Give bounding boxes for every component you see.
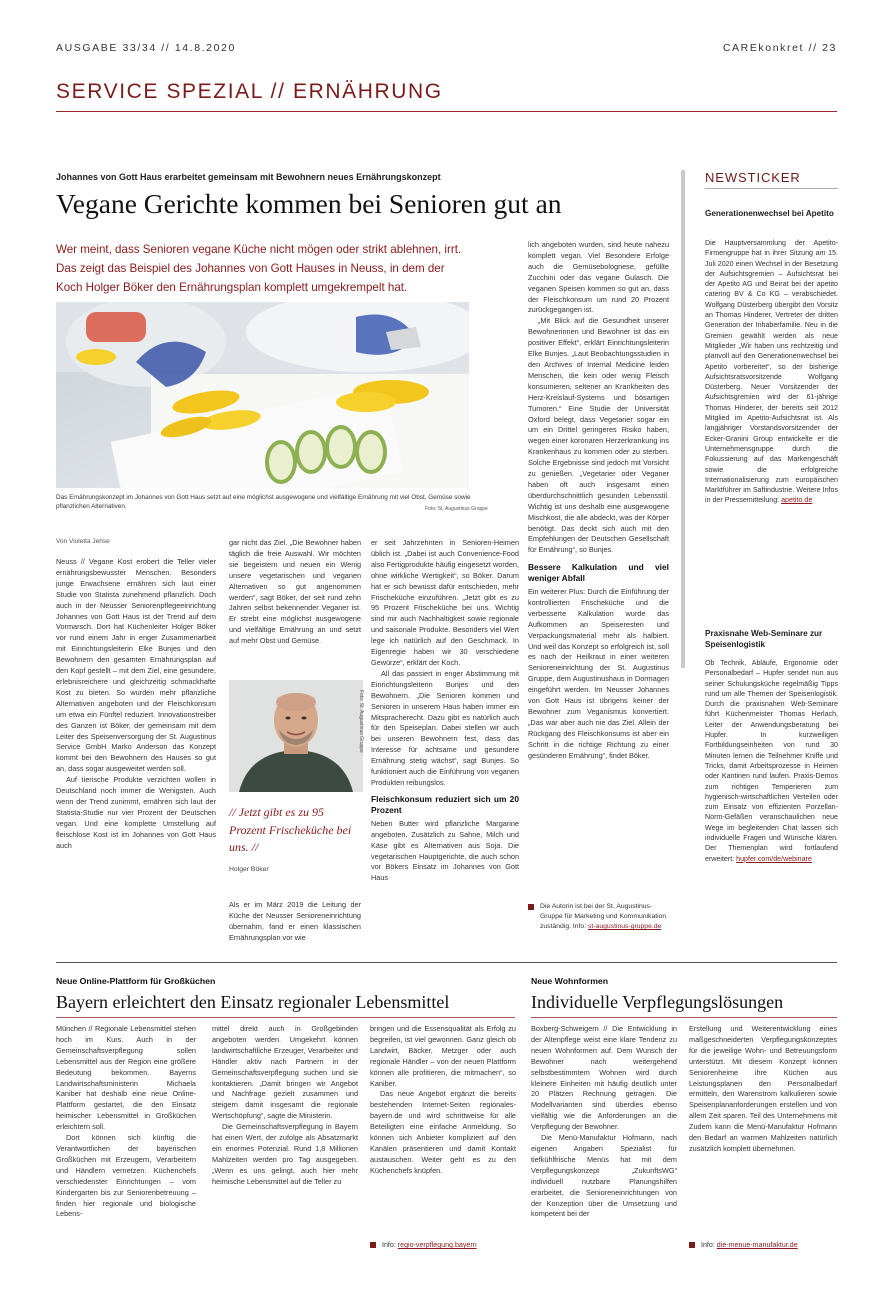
paragraph: mittel direkt auch in Großgebinden angeboten werden. Umgekehrt können landwirtschaftliche Erzeuger, Verarbeiter und Händler aktiv nach Partnern in der Gemeinschaftsverpflegung suchen und sie kontaktieren. „Damit bringen wir Angebot und Nachfrage gezielt zusammen und steigern damit insgesamt die regionale Wertschöpfung“, sagte die Ministerin.	[212, 1024, 358, 1121]
portrait-photo	[229, 680, 363, 792]
newsticker-link[interactable]: hupfer.com/de/webinare	[736, 854, 812, 863]
newsticker-item-heading: Generationenwechsel bei Apetito	[705, 209, 834, 218]
info-marker-icon	[528, 904, 534, 910]
paragraph: Neben Butter wird pflanzliche Margarine angeboten. Zusätzlich zu Sahne, Milch und Käse gibt es Alternativen aus Soja. Die vegetarischen Hauptgerichte, die auch schon vor Bökers Einsatz im Johannes von Gott Haus	[371, 818, 519, 883]
paragraph: „Mit Blick auf die Gesundheit unserer Bewohnerinnen und Bewohner ist das ein positiver Effekt“, erklärt Einrichtungsleiterin Elke Bunjes. „Laut Beobachtungsstudien in den Archives of Internal Medicine leiden Menschen, die kein oder wenig Fleisch konsumieren, seltener an Krankheiten des Herz-Kreislauf-Systems und bösartigen Tumoren.“ Eine Studie der Universität Oxford belegt, dass Vegetarier sogar ein um ein Drittel geringeres Risiko haben, wegen einer koronaren Herzerkrankung ins Krankenhaus zu kommen oder zu sterben. Solche Ergebnisse sind jedoch mit Vorsicht zu genießen. „Vegetarier oder Veganer haben oft auch insgesamt einen überdurchschnittlich gesunden Lebensstil. Wichtig ist uns deshalb eine ausgewogene Mischkost, die alle abdeckt, was der Körper benötigt. Das deckt sich auch mit den Empfehlungen der Deutschen Gesellschaft für Ernährung“, so Bunjes.	[528, 316, 669, 555]
article2-headline: Bayern erleichtert den Einsatz regionaler Lebensmittel	[56, 992, 450, 1012]
paragraph: Boxberg-Schweigern // Die Entwicklung in der Altenpflege weist eine klare Tendenz zu neuen Wohnformen auf. Dem Wunsch der Bewohner nach weitergehend selbstbestimmtem Wohnen wird durch kleinere Einheiten mit häufig deutlich unter 20 Plätzen Rechnung getragen. Die Modellvarianten sind überdies ebenso vielfältig wie die Anforderungen an die Verpflegung der Bewohner.	[531, 1024, 677, 1132]
subheading: Bessere Kalkulation und viel weniger Abfall	[528, 562, 669, 583]
article-byline: Von Violetta Jehse	[56, 538, 110, 545]
newsticker-item-text: Ob Technik, Abläufe, Ergonomie oder Personalbedarf – Hupfer sendet nun aus seiner Schulungsküche regelmäßig Tipps rund um alle Themen der Speisenlogistik. Durch die praxisnahen Web-Seminare führt Küchenmeister Thomas Herlach, Leiter der Anwendungsberatung bei Hupfer. In kurzweiligen Fortbildungseinheiten von rund 30 Minuten lernen die Teilnehmer Kniffe und Tricks, damit Arbeitsprozesse in Heimen oder Kantinen rund laufen. Praxis-Demos zum richtigen Temperieren zum hygienisch-wirtschaftlichen Verteilen oder zum Einsatz von effizienten Porzellan-Norm-Gefäßen veranschaulichen neue Wege im begleitenden Chat lassen sich individuelle Fragen und Wünsche klären. Der Themenplan wird fortlaufend erweitert: hupfer.com/de/webinare	[705, 659, 838, 863]
article3-column-2	[689, 1024, 837, 1224]
newsticker-item-heading: Praxisnahe Web-Seminare zur Speisenlogistik	[705, 629, 823, 649]
info-marker-icon	[370, 1242, 376, 1248]
article3-column-1	[531, 1024, 677, 1274]
article2-info-link[interactable]: regio-verpflegung.bayern	[397, 1241, 477, 1249]
article-lead: Wer meint, dass Senioren vegane Küche nicht mögen oder strikt ablehnen, irrt. Das zeigt das Beispiel des Johannes von Gott Hauses in Neuss, in dem der Koch Holger Böker den Ernährungsplan komplett umgekrempelt hat.	[56, 243, 462, 294]
article-column-2-top	[229, 538, 361, 674]
paragraph: Dort können sich künftig die Verantwortlichen der bayerischen Großküchen mit Erzeugern, Verarbeitern und Händlern vernetzen. Küchenchefs verschiedenster Einrichtungen – vom Kindergarten bis zur Seniorenbetreuung – finden hier regionale und biologische Lebens-	[56, 1133, 196, 1219]
paragraph: er seit Jahrzehnten in Senioren-Heimen üblich ist. „Dabei ist auch Convenience-Food also Fertigprodukte häufig eingesetzt worden, ohne wirkliche Wertigkeit“, so Böker. Darum hat er sich bewusst dafür entschieden, mehr Frischeküche einzuführen. „Jetzt gibt es zu 95 Prozent Frischeküche bei uns. Wichtig sind mir auch Nachhaltigkeit sowie regionale und saisonale Produkte. Besonders viel Wert lege ich natürlich auf den Geschmack. In Eigenregie haben wir 30 verschiedene Gewürze“, erklärt der Koch.	[371, 538, 519, 667]
article3-headline: Individuelle Verpflegungslösungen	[531, 992, 784, 1012]
photo-caption: Das Ernährungskonzept im Johannes von Gott Haus setzt auf eine möglichst ausgewogene und vielfältige Ernährung mit viel Obst, Gemüse sowie pflanzlichen Alternativen.	[56, 494, 471, 510]
article3-info: Info: die-menue-manufaktur.de	[689, 1240, 798, 1250]
portrait-credit: Foto: St. Augustinus Gruppe	[358, 690, 364, 753]
paragraph: Neuss // Vegane Kost erobert die Teller vieler ernährungsbewusster Menschen. Besonders junge Erwachsene ernähren sich laut einer Studie von Statista zunehmend pflanzlich. Doch auch in der Neusser Seniorenpflegeeinrichtung Johannes von Gott Haus ist der Trend auf dem Vormarsch. Dort hat Küchenleiter Holger Böker vor rund einem Jahr in enger Zusammenarbeit mit Einrichtungsleiterin Elke Bunjes und den Bewohnern den gesamten Ernährungsplan auf den Kopf gestellt – mit dem Ziel, eine gesundere, erlebnisreichere und gleichzeitig schmackhafte Kost zu bieten. So wurden mehr pflanzliche Alternativen angeboten und der Fleischkonsum um etwa ein Fünftel reduziert. Innovationstreiber des Ganzen ist Böker, der gemeinsam mit dem Leiter des Speisenversorgung der St. Augustinus Service GmbH Marko Anderson das Konzept kommt bei den Bewohnern des Hauses so gut an, dass sogar ausgeweitet werden soll.	[56, 557, 216, 774]
paragraph: Auf tierische Produkte verzichten wollen in Deutschland noch immer die Wenigsten. Auch wenn der Trend zunimmt, ernähren sich laut der Statista-Studie nur vier Prozent der Deutschen vegan. Und eine komplette Umstellung auf fleischlose Kost ist im Johannes von Gott Haus auch	[56, 775, 216, 850]
author-note-link[interactable]: st-augustinus-gruppe.de	[588, 923, 662, 930]
article-column-1	[56, 557, 216, 945]
paragraph: Die Menü-Manufaktur Hofmann, nach eigenen Angaben Spezialist für tiefkühlfrische Menüs hat mit dem Verpflegungskonzept „ZukunftsWG“ individuell nutzbare Planungshilfen erarbeitet, die Senioreneinrichtungen von der Konzeption über die Umsetzung und kompetent bei der	[531, 1133, 677, 1219]
author-note: Die Autorin ist bei der St. Augustinus-Gruppe für Marketing und Kommunikation zuständig. Info: st-augustinus-gruppe.de	[528, 902, 669, 932]
article2-column-2	[212, 1024, 358, 1274]
paragraph: Ein weiterer Plus: Durch die Einführung der kontrollierten Frischeküche und die verbesserte Kalkulation wurde das Aufkommen an Speiseresten und Verpackungsmaterial mehr als halbiert. Und weil das Konzept so erfolgreich ist, soll es nach der Heilkraut in einer weiteren Senioreneinrichtung der St. Augustinus Gruppe, dem Augustinushaus in Dormagen eingeführt werden. Im Neusser Johannes von Gott Haus ist übrigens keiner der Bewohner zum Veganismus konvertiert. „Das war aber auch nie das Ziel. Allein der Rückgang des Fleischkonsums ist aber ein Schritt in die richtige Richtung zu einer gesünderen Ernährung“, findet Böker.	[528, 587, 669, 760]
paragraph: München // Regionale Lebensmittel stehen hoch im Kurs. Auch in der Gemeinschaftsverpflegung sollen Lebensmittel aus der Region eine größere Bedeutung bekommen. Bayerns Landwirtschaftsministerin Michaela Kaniber hat deshalb eine neue Online-Plattform gestartet, die den Einsatz heimischer Lebensmittel in Großküchen erleichtern soll.	[56, 1024, 196, 1132]
article-headline: Vegane Gerichte kommen bei Senioren gut an	[56, 188, 562, 219]
paragraph: lich angeboten wurden, sind heute nahezu komplett vegan. Viel Besondere Erfolge auch die Gemüsebolognese, gefüllte Zucchini oder das vegane Gulasch. Die veganen Speisen kommen so gut an, dass der Fleischkonsum um rund 20 Prozent zurückgegangen ist.	[528, 240, 669, 315]
bottom-section-divider	[56, 962, 837, 963]
issue-info: AUSGABE 33/34 // 14.8.2020	[56, 42, 236, 54]
article-kicker: Johannes von Gott Haus erarbeitet gemeinsam mit Bewohnern neues Ernährungskonzept	[56, 172, 441, 182]
article3-rule	[531, 1017, 837, 1018]
article3-kicker: Neue Wohnformen	[531, 976, 609, 986]
article-column-3	[371, 538, 519, 946]
section-divider	[56, 111, 837, 112]
article-column-4-top	[528, 240, 669, 558]
subheading: Fleischkonsum reduziert sich um 20 Prozent	[371, 793, 519, 815]
paragraph: Erstellung und Weiterentwicklung eines maßgeschneiderten Verpflegungskonzeptes für die jeweilige Wohn- und Betreuungsform unterstützt. Mit diesem Konzept können Seniorenheime ihre Küchen aus Leistungsplanen den Personalbedarf ermitteln, den Warenstrom kalkulieren sowie Speisenplananforderungen erstellen und von allem Zeit sparen. Teil des Unternehmens mit Zudem kann die Menü-Manufaktur Hofmann den Bedarf an warmen Mahlzeiten natürlich zusätzlich komplett übernehmen.	[689, 1024, 837, 1153]
pull-quote: // Jetzt gibt es zu 95 Prozent Frischeküche bei uns. //	[229, 805, 352, 854]
article2-rule	[56, 1017, 515, 1018]
article3-info-link[interactable]: die-menue-manufaktur.de	[716, 1241, 798, 1249]
paragraph: All das passiert in enger Abstimmung mit Einrichtungsleiterin Bunjes und den Bewohnern. „Die Senioren kommen und Senioren in unserem Haus haben immer ein Mitspracherecht. Dazu gibt es natürlich auch für den Speiseplan. Dabei stellen wir auch bei unseren Bewohnern fest, dass das Interesse für achtsame und gesundere Ernährung stetig wächst“, sagt Bunjes. So funktioniert auch die Einführung von veganen Produkten reibungslos.	[371, 668, 519, 787]
article-photo	[56, 302, 469, 488]
paragraph: gar nicht das Ziel. „Die Bewohner haben täglich die freie Auswahl. Wir möchten sie begeistern und neuen ein Wenig unsere vegetarischen und veganen Alternativen so gut angenommen werden“, sagt Böker, der seit rund zehn Jahren selbst bekennender Veganer ist. Er strebt eine möglichst ausgewogene und vielfältige Ernährung an und setzt auf mehr Obst und Gemüse.	[229, 538, 361, 646]
paragraph: bringen und die Essensqualität als Erfolg zu begreifen, ist viel gewonnen. Ganz gleich ob Landwirt, Bäcker, Metzger oder auch regionale Händler – von der neuen Plattform können alle profitieren, die mitmachen“, so Kaniber.	[370, 1024, 516, 1088]
newsticker-item-text: Die Hauptversammlung der Apetito-Firmengruppe hat in ihrer Sitzung am 15. Juli 2020 einen Wechsel in der Besetzung der Aufsichtsgremien – Aufsichtsrat bei der Apetito AG und Beirat bei der apetito catering BV & Co KG – verabschiedet. Wolfgang Düsterberg übergibt den Vorsitz an Thomas Hinderer, Vertreter der dritten Generation der Inhaberfamilie. Neu in die Gremien gewählt werden als neue Mitglieder „Wir haben uns rechtzeitig und planvoll auf den Generationenwechsel bei Apetito vorbereitet“, so der bisherige Aufsichtsratsvorsitzende Wolfgang Düsterberg. Neuer Vorsitzender der Aufsichtsgremien wird der 61-jährige Thomas Hinderer, der bereits seit 2012 Mitglied im Apetito-Aufsichtsrat ist. Als langjähriger Vorstandsvorsitzender der Ecker-Granini Group entwickelte er die Unternehmensgruppe durch die Fokussierung auf das Markengeschäft sowie die erfolgreiche Internationalisierung zum europäischen Marktführer im Saftindustrie. Weitere Infos in der Pressemitteilung: apetito.de	[705, 239, 838, 505]
paragraph: Die Gemeinschaftsverpflegung in Bayern hat einen Wert, der zufolge als Absatzmarkt ein enormes Potenzial. Rund 1,8 Millionen Mahlzeiten werden pro Tag ausgegeben. „Wenn es uns gelingt, auch hier mehr heimische Lebensmittel auf die Teller zu	[212, 1122, 358, 1186]
paragraph: Das neue Angebot ergänzt die bereits bestehenden Internet-Seiten regionales-bayern.de und wird schrittweise für alle Beteiligten eine einfache Anmeldung. So können sich Anbieter kompliziert auf den Kanälen präsentieren und damit Kontakt austauschen. Weiter geht es zu den Küchenchefs knüpfen.	[370, 1089, 516, 1175]
article-column-2-bottom	[229, 900, 361, 946]
publication-name: CAREkonkret // 23	[722, 42, 837, 54]
article-column-4-bottom	[528, 562, 669, 892]
article2-kicker: Neue Online-Plattform für Großküchen	[56, 976, 216, 986]
info-marker-icon	[689, 1242, 695, 1248]
newsticker-link[interactable]: apetito.de	[781, 496, 813, 505]
newsticker-title: NEWSTICKER	[705, 170, 801, 185]
article2-info: Info: regio-verpflegung.bayern	[370, 1240, 477, 1250]
newsticker-divider	[705, 188, 838, 189]
article2-column-3	[370, 1024, 516, 1224]
photo-credit: Foto: St. Augustinus Gruppe	[425, 506, 488, 512]
paragraph: Als er im März 2019 die Leitung der Küche der Neusser Senioreneinrichtung übernahm, fand er einen klassischen Ernährungsplan vor wie	[229, 900, 361, 942]
article2-column-1	[56, 1024, 196, 1274]
sidebar-accent-bar	[681, 170, 685, 668]
section-title: SERVICE SPEZIAL // ERNÄHRUNG	[56, 80, 443, 103]
quote-author: Holger Böker	[229, 866, 269, 873]
